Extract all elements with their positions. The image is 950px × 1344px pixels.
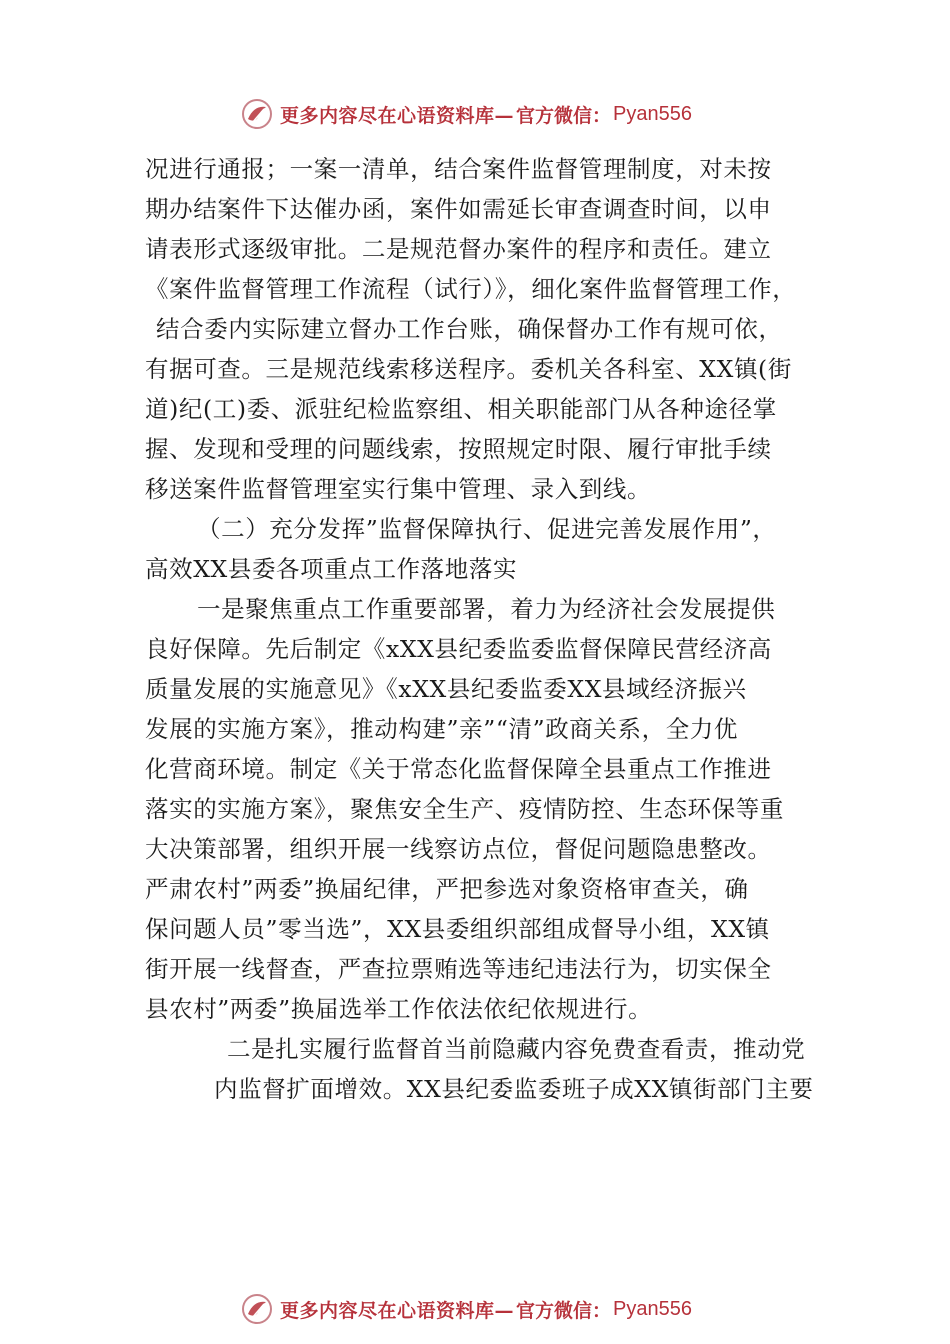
body-line: 移送案件监督管理室实行集中管理、录入到线。 <box>145 475 652 503</box>
body-line: 道)纪(工)委、派驻纪检监察组、相关职能部门从各种途径掌 <box>145 395 777 423</box>
section-heading: （二）充分发挥”监督保障执行、促进完善发展作用”， <box>197 515 777 543</box>
header-banner <box>240 94 692 134</box>
body-line: 结合委内实际建立督办工作台账，确保督办工作有规可依， <box>156 315 783 343</box>
body-line: 况进行通报；一案一清单，结合案件监督管理制度，对未按 <box>145 155 772 183</box>
body-line: 大决策部署，组织开展一线察访点位，督促问题隐患整改。 <box>145 835 772 863</box>
body-line: 二是扎实履行监督首当前隐藏内容免费查看责，推动党 <box>227 1035 806 1063</box>
section-heading: 高效XX县委各项重点工作落地落实 <box>145 555 518 583</box>
body-line: 落实的实施方案》，聚焦安全生产、疫情防控、生态环保等重 <box>145 795 784 823</box>
banner-text: 更多内容尽在心语资料库— <box>280 104 515 127</box>
body-line: 保问题人员”零当选”，XX县委组织部组成督导小组，XX镇 <box>145 915 770 943</box>
banner-wechat-label: 官方微信： <box>516 104 612 127</box>
body-line: 县农村”两委”换届选举工作依法依纪依规进行。 <box>145 995 653 1023</box>
body-line: 内监督扩面增效。XX县纪委监委班子成XX镇街部门主要 <box>214 1075 814 1103</box>
banner-wechat-id: Pyan556 <box>613 102 692 125</box>
body-line: 一是聚焦重点工作重要部署，着力为经济社会发展提供 <box>197 595 776 623</box>
body-line: 质量发展的实施意见》《xXX县纪委监委XX县域经济振兴 <box>145 675 747 703</box>
body-line: 请表形式逐级审批。二是规范督办案件的程序和责任。建立 <box>145 235 772 263</box>
body-line: 严肃农村”两委”换届纪律，严把参选对象资格审查关，确 <box>145 875 749 903</box>
brand-logo-icon <box>240 97 274 131</box>
body-line: 有据可查。三是规范线索移送程序。委机关各科室、XX镇(街 <box>145 355 792 383</box>
body-line: 期办结案件下达催办函，案件如需延长审查调查时间，以申 <box>145 195 772 223</box>
body-line: 握、发现和受理的问题线索，按照规定时限、履行审批手续 <box>145 435 772 463</box>
body-line: 发展的实施方案》，推动构建”亲”“清”政商关系，全力优 <box>145 715 739 743</box>
body-line: 化营商环境。制定《关于常态化监督保障全县重点工作推进 <box>145 755 772 783</box>
body-line: 街开展一线督查，严查拉票贿选等违纪违法行为，切实保全 <box>145 955 772 983</box>
body-line: 《案件监督管理工作流程（试行）》，细化案件监督管理工作， <box>145 275 797 303</box>
brand-logo-icon <box>240 1292 274 1326</box>
banner-wechat-id: Pyan556 <box>613 1297 692 1320</box>
footer-banner <box>240 1289 692 1329</box>
body-line: 良好保障。先后制定《xXX县纪委监委监督保障民营经济高 <box>145 635 772 663</box>
banner-text: 更多内容尽在心语资料库— <box>280 1299 515 1322</box>
banner-wechat-label: 官方微信： <box>516 1299 612 1322</box>
